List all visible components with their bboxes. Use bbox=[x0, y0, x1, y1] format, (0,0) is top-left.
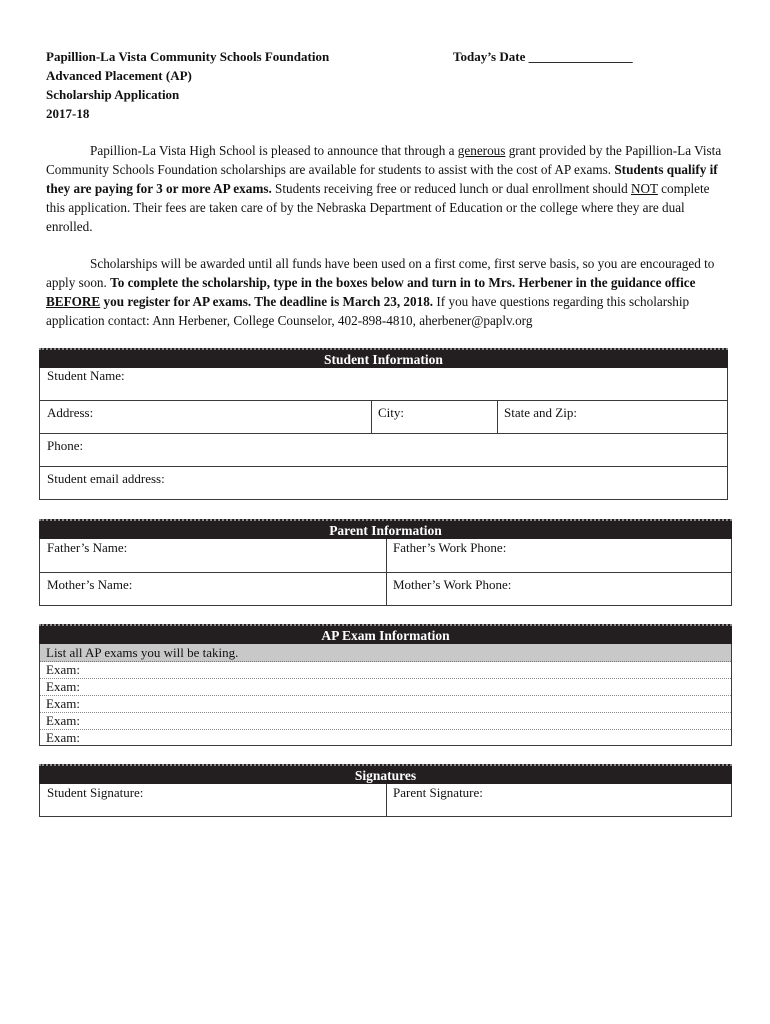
school-year: 2017-18 bbox=[46, 106, 90, 121]
ap-exam-instruction: List all AP exams you will be taking. bbox=[40, 644, 731, 662]
father-name-field[interactable]: Father’s Name: bbox=[47, 540, 128, 555]
student-info-header: Student Information bbox=[39, 348, 728, 368]
phone-row bbox=[40, 433, 727, 467]
phone-field[interactable]: Phone: bbox=[47, 438, 84, 453]
form-header bbox=[46, 47, 426, 123]
parent-signature-field[interactable]: Parent Signature: bbox=[393, 785, 483, 800]
student-email-field[interactable]: Student email address: bbox=[47, 471, 165, 486]
signatures-header: Signatures bbox=[39, 764, 732, 784]
student-info-table bbox=[39, 368, 728, 500]
student-signature-field[interactable]: Student Signature: bbox=[47, 785, 144, 800]
father-row bbox=[40, 539, 731, 572]
ap-exam-info-header: AP Exam Information bbox=[39, 624, 732, 644]
org-name: Papillion-La Vista Community Schools Foundation bbox=[46, 49, 330, 64]
address-row bbox=[40, 400, 727, 434]
intro-paragraph-1: Papillion-La Vista High School is pleased to announce that through a generous grant provided by the Papillion-La Vista Community Schools Foundation scholarships are available for students to assist with the cost of AP exams. Students qualify if they are paying for 3 or more AP exams. Students receiving free or reduced lunch or dual enrollment should NOT complete this application. Their fees are taken care of by the Nebraska Department of Education or the college where they are dual enrolled. bbox=[46, 143, 722, 234]
intro-paragraph-2: Scholarships will be awarded until all funds have been used on a first come, first serve basis, so you are encouraged to apply soon. To complete the scholarship, type in the boxes below and turn in to Mrs. Herbener in the guidance office BEFORE you register for AP exams. The deadline is March 23, 2018. If you have questions regarding this scholarship application contact: Ann Herbener, College Counselor, 402-898-4810, aherbener@paplv.org bbox=[46, 256, 715, 328]
ap-exam-field-2[interactable]: Exam: bbox=[40, 678, 731, 696]
mother-name-field[interactable]: Mother’s Name: bbox=[47, 577, 133, 592]
form-subtitle-ap: Advanced Placement (AP) bbox=[46, 68, 192, 83]
mother-row bbox=[40, 572, 731, 606]
ap-exam-field-1[interactable]: Exam: bbox=[40, 661, 731, 679]
parent-info-header: Parent Information bbox=[39, 519, 732, 539]
ap-exam-field-4[interactable]: Exam: bbox=[40, 712, 731, 730]
ap-exam-field-5[interactable]: Exam: bbox=[46, 730, 80, 745]
ap-exam-table bbox=[39, 644, 732, 746]
student-name-row bbox=[40, 367, 727, 400]
mother-work-phone-field[interactable]: Mother’s Work Phone: bbox=[393, 577, 512, 592]
ap-exam-field-3[interactable]: Exam: bbox=[40, 695, 731, 713]
state-zip-field[interactable]: State and Zip: bbox=[504, 405, 577, 420]
email-row bbox=[40, 466, 727, 500]
signatures-table bbox=[39, 784, 732, 817]
parent-info-table bbox=[39, 539, 732, 606]
address-field[interactable]: Address: bbox=[47, 405, 94, 420]
father-work-phone-field[interactable]: Father’s Work Phone: bbox=[393, 540, 507, 555]
student-name-field[interactable]: Student Name: bbox=[47, 368, 125, 383]
form-subtitle-application: Scholarship Application bbox=[46, 87, 180, 102]
todays-date-field[interactable]: Today’s Date ________________ bbox=[453, 49, 633, 64]
city-field[interactable]: City: bbox=[378, 405, 405, 420]
